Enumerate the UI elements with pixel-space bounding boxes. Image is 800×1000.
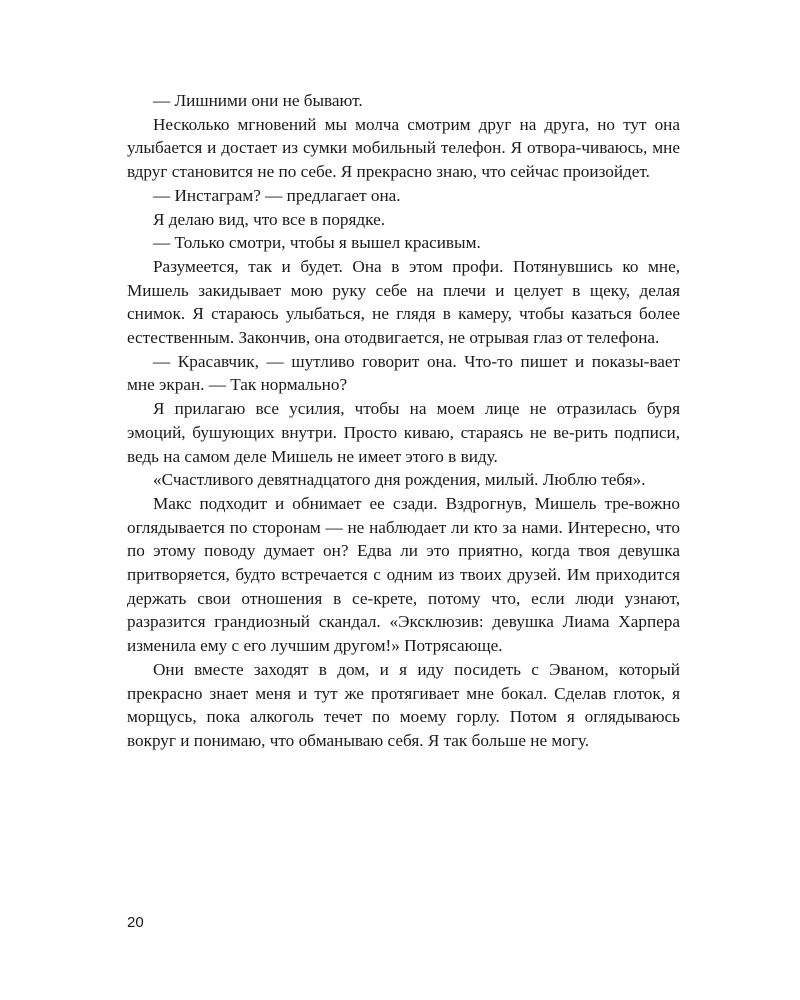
paragraph-6: Разумеется, так и будет. Она в этом профи. Потянувшись ко мне, Мишель закидывает мою руку себе на плечи и целует в щеку, делая снимок. Я стараюсь улыбаться, не глядя в камеру, чтобы казаться более естественным. Закончив, она отодвигается, не отрывая глаз от телефона. (127, 256, 680, 348)
paragraph-11: Они вместе заходят в дом, и я иду посидеть с Эваном, который прекрасно знает меня и тут же протягивает мне бокал. Сделав глоток, я морщусь, пока алкоголь течет по моему горлу. Потом я оглядываюсь вокруг и понимаю, что обманываю себя. Я так больше не могу. (127, 659, 680, 750)
body-text (127, 89, 680, 753)
paragraph-4: Я делаю вид, что все в порядке. (153, 209, 386, 229)
paragraph-9: «Счастливого девятнадцатого дня рождения, милый. Люблю тебя». (153, 470, 646, 490)
paragraph-10: Макс подходит и обнимает ее сзади. Вздрогнув, Мишель тре-вожно оглядывается по сторонам — не наблюдает ли кто за нами. Интересно, что по этому поводу думает он? Едва ли это приятно, когда твоя девушка притворяется, будто встречается с одним из твоих друзей. Им приходится держать свои отношения в се-крете, потому что, если люди узнают, разразится грандиозный скандал. «Эксклюзив: девушка Лиама Харпера изменила ему с его лучшим другом!» Потрясающе. (127, 493, 680, 656)
paragraph-3: — Инстаграм? — предлагает она. (153, 185, 401, 205)
paragraph-1: — Лишними они не бывают. (153, 91, 363, 110)
paragraph-2: Несколько мгновений мы молча смотрим друг на друга, но тут она улыбается и достает из сумки мобильный телефон. Я отвора-чиваюсь, мне вдруг становится не по себе. Я прекрасно знаю, что сейчас произойдет. (127, 114, 680, 182)
paragraph-7: — Красавчик, — шутливо говорит она. Что-то пишет и показы-вает мне экран. — Так нормально? (127, 351, 680, 395)
page-number: 20 (127, 914, 144, 931)
paragraph-5: — Только смотри, чтобы я вышел красивым. (153, 233, 481, 253)
paragraph-8: Я прилагаю все усилия, чтобы на моем лице не отразилась буря эмоций, бушующих внутри. Просто киваю, стараясь не ве-рить подписи, ведь на самом деле Мишель не имеет этого в виду. (127, 399, 680, 466)
